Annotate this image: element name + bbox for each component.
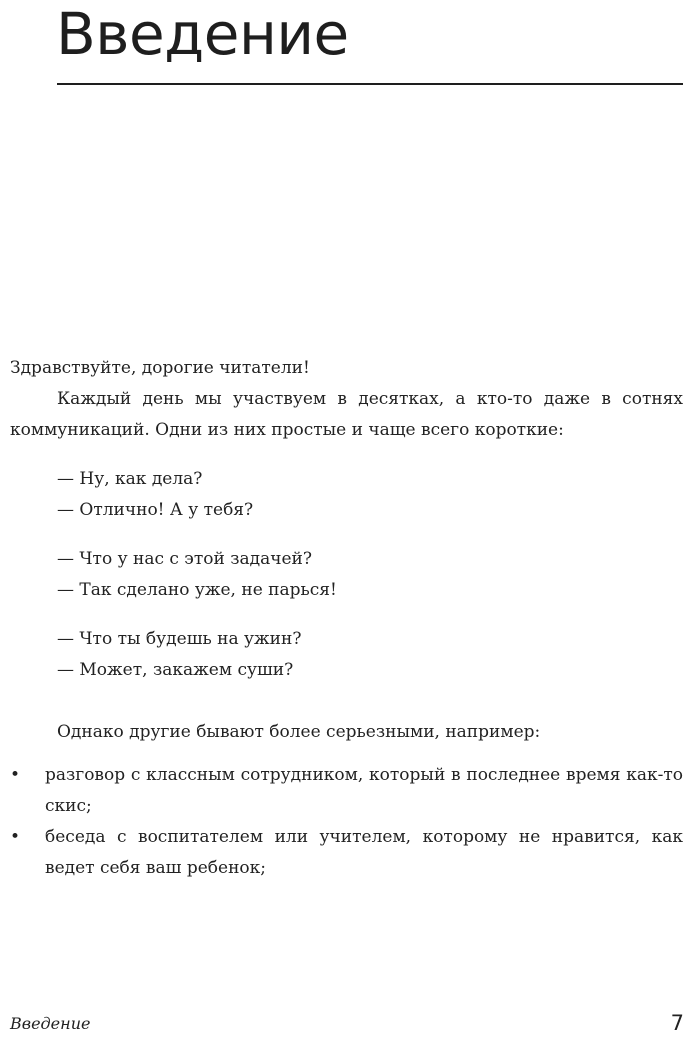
page-number: 7 — [670, 1011, 684, 1035]
title-divider — [57, 83, 683, 85]
intro-paragraph: Каждый день мы участвуем в десятках, а кто-то даже в сотнях коммуникаций. Одни из них простые и чаще всего короткие: — [10, 389, 683, 440]
dialog-exchange-2 — [57, 544, 677, 606]
dialog-exchange-1 — [57, 464, 677, 526]
bullet-list — [10, 760, 683, 884]
running-footer-section: Введение — [10, 1014, 91, 1033]
dialog-line: — Отлично! А у тебя? — [57, 500, 254, 520]
chapter-title: Введение — [56, 0, 349, 68]
dialog-exchange-3 — [57, 624, 677, 686]
dialog-line: — Ну, как дела? — [57, 469, 203, 489]
list-item — [10, 760, 683, 822]
dialog-line: — Так сделано уже, не парься! — [57, 580, 337, 600]
list-item — [10, 822, 683, 884]
dialog-line: — Что у нас с этой задачей? — [57, 549, 312, 569]
list-item-text: разговор с классным сотрудником, который в последнее время как-то скис; — [45, 765, 683, 816]
transition-paragraph: Однако другие бывают более серьезными, например: — [57, 722, 541, 742]
list-item-text: беседа с воспитателем или учителем, которому не нравится, как ведет себя ваш ребенок; — [45, 827, 683, 878]
dialog-line: — Может, закажем суши? — [57, 660, 294, 680]
bullet-icon: • — [10, 765, 21, 785]
bullet-icon: • — [10, 827, 21, 847]
greeting-paragraph: Здравствуйте, дорогие читатели! — [10, 358, 310, 378]
dialog-line: — Что ты будешь на ужин? — [57, 629, 302, 649]
